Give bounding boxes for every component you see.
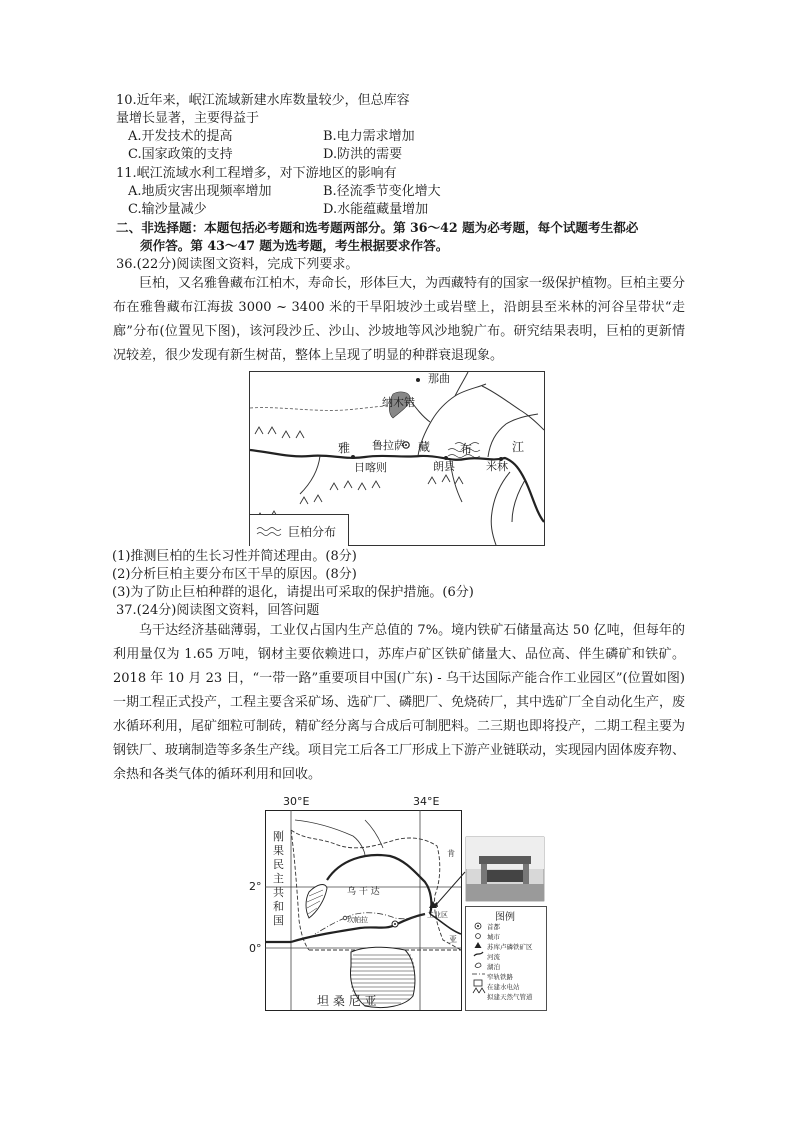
q11-stem: 11.岷江流域水利工程增多，对下游地区的影响有 <box>116 166 397 181</box>
legend-item: 苏库卢磷铁矿区 <box>487 943 533 951</box>
label-jiang: 江 <box>512 440 525 454</box>
label-ya: 亚 <box>449 935 457 944</box>
label-ya: 雅 <box>338 441 351 455</box>
legend-list <box>487 922 533 1002</box>
q10-stem-line1: 10.近年来，岷江流域新建水库数量较少，但总库容 <box>116 93 410 108</box>
q36-header: 36.(22分)阅读图文资料，完成下列要求。 <box>116 257 359 272</box>
label-rikaze: 日喀则 <box>354 461 387 474</box>
q10-option-c: C.国家政策的支持 <box>128 147 233 162</box>
q37-passage: 乌干达经济基础薄弱，工业仅占国内生产总值的 7%。境内铁矿石储量高达 50 亿吨，但每年的利用量仅为 1.65 万吨，钢材主要依赖进口，苏库卢矿区铁矿储量大、品位高、伴生磷矿和铁矿。2018 年 10 月 23 日，“一带一路”重要项目中国(广东) - 乌干达国际产能合作工业园区”(位置如图)一期工程正式投产，工程主要含采矿场、选矿厂、磷肥厂、免烧砖厂，其中选矿厂全自动化生产，废水循环利用，尾矿细粒可制砖，精矿经分离与合成后可制肥料。二三期也即将投产，二期工程主要为钢铁厂、玻璃制造等多条生产线。项目完工后各工厂形成上下游产业链联动，实现园内固体废弃物、余热和各类气体的循环利用和回收。 <box>113 623 686 782</box>
yarlung-map <box>249 371 545 546</box>
q11-option-c: C.输沙量减少 <box>128 202 207 217</box>
legend-item: 城市 <box>487 933 500 941</box>
label-industrial-park: 工业区 <box>427 911 448 919</box>
q37-header: 37.(24分)阅读图文资料，回答问题 <box>116 603 320 618</box>
q10-stem-line2: 量增长显著，主要得益于 <box>116 111 260 126</box>
label-naqu: 那曲 <box>428 372 450 385</box>
label-ken: 肯 <box>447 849 455 858</box>
q10-option-d: D.防洪的需要 <box>323 147 403 162</box>
label-tanzania: 坦 桑 尼 亚 <box>317 994 377 1008</box>
section2-heading-line1: 二、非选择题：本题包括必考题和选考题两部分。第 36～42 题为必考题，每个试题考生都必 <box>116 220 639 235</box>
lat-0: 0° <box>249 942 262 955</box>
q36-passage: 巨柏，又名雅鲁藏布江柏木，寿命长，形体巨大，为西藏特有的国家一级保护植物。巨柏主要分布在雅鲁藏布江海拔 3000 ~ 3400 米的干旱阳坡沙土或岩壁上，沿朗县至米林的河谷呈带状“走廊”分布(位置见下图)，该河段沙丘、沙山、沙坡地等风沙地貌广布。研究结果表明，巨柏的更新情况较差，很少发现有新生树苗，整体上呈现了明显的种群衰退现象。 <box>113 276 686 363</box>
q11-option-d: D.水能蕴藏量增加 <box>323 202 429 217</box>
map-legend <box>250 514 349 546</box>
label-bu: 布 <box>460 442 473 456</box>
q36-sub1: (1)推测巨柏的生长习性并简述理由。(8分) <box>112 549 357 564</box>
lon-34: 34°E <box>413 795 440 808</box>
distribution-legend-icon <box>256 524 284 538</box>
label-lhasa: 鲁拉萨 <box>372 439 405 452</box>
legend-item: 湖泊 <box>487 963 500 971</box>
lon-30: 30°E <box>283 795 310 808</box>
uganda-map <box>249 795 547 1011</box>
q36-sub3: (3)为了防止巨柏种群的退化，请提出可采取的保护措施。(6分) <box>112 585 474 600</box>
legend-item: 在建水电站 <box>487 983 520 991</box>
lat-2: 2° <box>249 880 262 893</box>
q10-option-b: B.电力需求增加 <box>323 129 415 144</box>
label-zang: 藏 <box>418 440 431 454</box>
legend-title: 图例 <box>495 912 515 923</box>
label-uganda: 乌 干 达 <box>347 887 380 897</box>
legend-label: 巨柏分布 <box>288 525 337 539</box>
legend-item: 首都 <box>487 923 500 931</box>
legend-item: 河流 <box>487 953 500 961</box>
legend-item: 拟建天然气管道 <box>487 993 533 1001</box>
q36-sub2: (2)分析巨柏主要分布区干旱的原因。(8分) <box>112 567 357 582</box>
label-milin: 米林 <box>486 460 508 473</box>
q11-option-b: B.径流季节变化增大 <box>323 184 441 199</box>
label-namco: 纳木错 <box>382 396 415 409</box>
label-drc: 刚果民主共和国 <box>273 830 284 927</box>
q11-option-a: A.地质灾害出现频率增加 <box>128 184 272 199</box>
section2-heading-line2: 须作答。第 43～47 题为选考题，考生根据要求作答。 <box>140 238 449 253</box>
q10-option-a: A.开发技术的提高 <box>128 129 233 144</box>
label-kampala: 坎帕拉 <box>347 916 368 924</box>
legend-item: 窄轨铁路 <box>487 973 513 981</box>
label-lang: 朗县 <box>433 460 455 473</box>
